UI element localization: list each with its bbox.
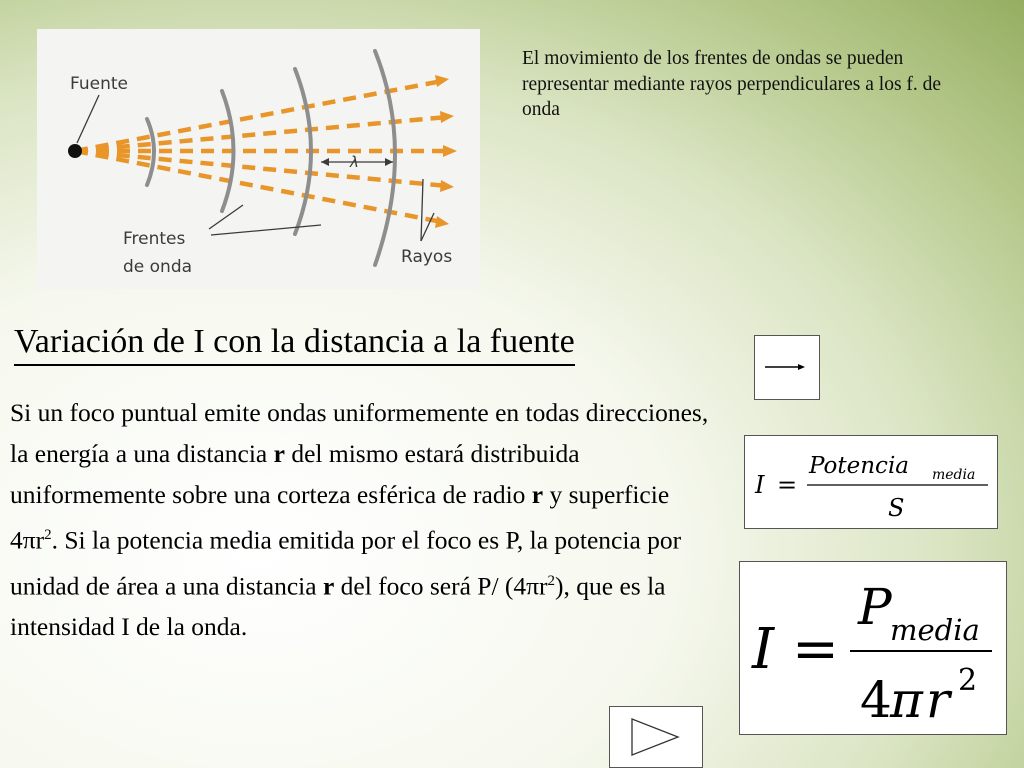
formula-large-numerator-sub: media <box>890 613 980 647</box>
formula-large-denominator-coef: 4 <box>860 671 892 729</box>
intro-text: El movimiento de los frentes de ondas se pueden representar mediante rayos perpendiculares a los f. de onda <box>522 48 942 120</box>
play-button[interactable] <box>609 706 703 768</box>
rays-label: Rayos <box>401 247 453 267</box>
formula-small-numerator: Potencia <box>809 453 910 479</box>
section-title: Variación de I con la distancia a la fuente <box>14 322 575 366</box>
wavefront-diagram <box>37 29 480 289</box>
formula-large-denominator-r: r <box>926 671 950 729</box>
formula-small-lhs: I <box>755 471 765 499</box>
body-paragraph: Si un foco puntual emite ondas uniformemente en todas direcciones, la energía a una distancia r del mismo estará distribuida uniformemente sobre una corteza esférica de radio r y superficie $4\pi r^2$. Si la potencia media emitida por el foco es P, la potencia por unidad de área a una distancia r del foco será P/ $(4\pi r^2)$, que es la intensidad I de la onda. <box>10 398 709 641</box>
intensity-formula-inverse-square <box>739 561 1007 735</box>
label-pointer-lines <box>77 95 434 241</box>
source-label: Fuente <box>70 74 128 94</box>
formula-large-equals: = <box>792 617 839 682</box>
formula-small-denominator: S <box>888 494 905 522</box>
intensity-formula-power-over-area <box>744 435 998 529</box>
formula-small-equals: = <box>777 471 798 499</box>
right-arrow-icon <box>755 336 819 399</box>
formula-large-denominator-pi: π <box>890 671 923 729</box>
source-point-icon <box>68 144 82 158</box>
formula-large-denominator-exp: 2 <box>958 663 978 698</box>
next-arrow-button[interactable] <box>754 335 820 400</box>
formula-large-numerator: P <box>858 578 892 636</box>
wavelength-label: λ <box>350 153 359 171</box>
formula-large-lhs: I <box>752 617 775 682</box>
play-triangle-icon <box>610 707 702 767</box>
formula-small-numerator-sub: media <box>932 467 976 483</box>
wavefronts-label-line1: Frentes <box>123 229 186 249</box>
wavefronts-label-line2: de onda <box>123 257 193 277</box>
